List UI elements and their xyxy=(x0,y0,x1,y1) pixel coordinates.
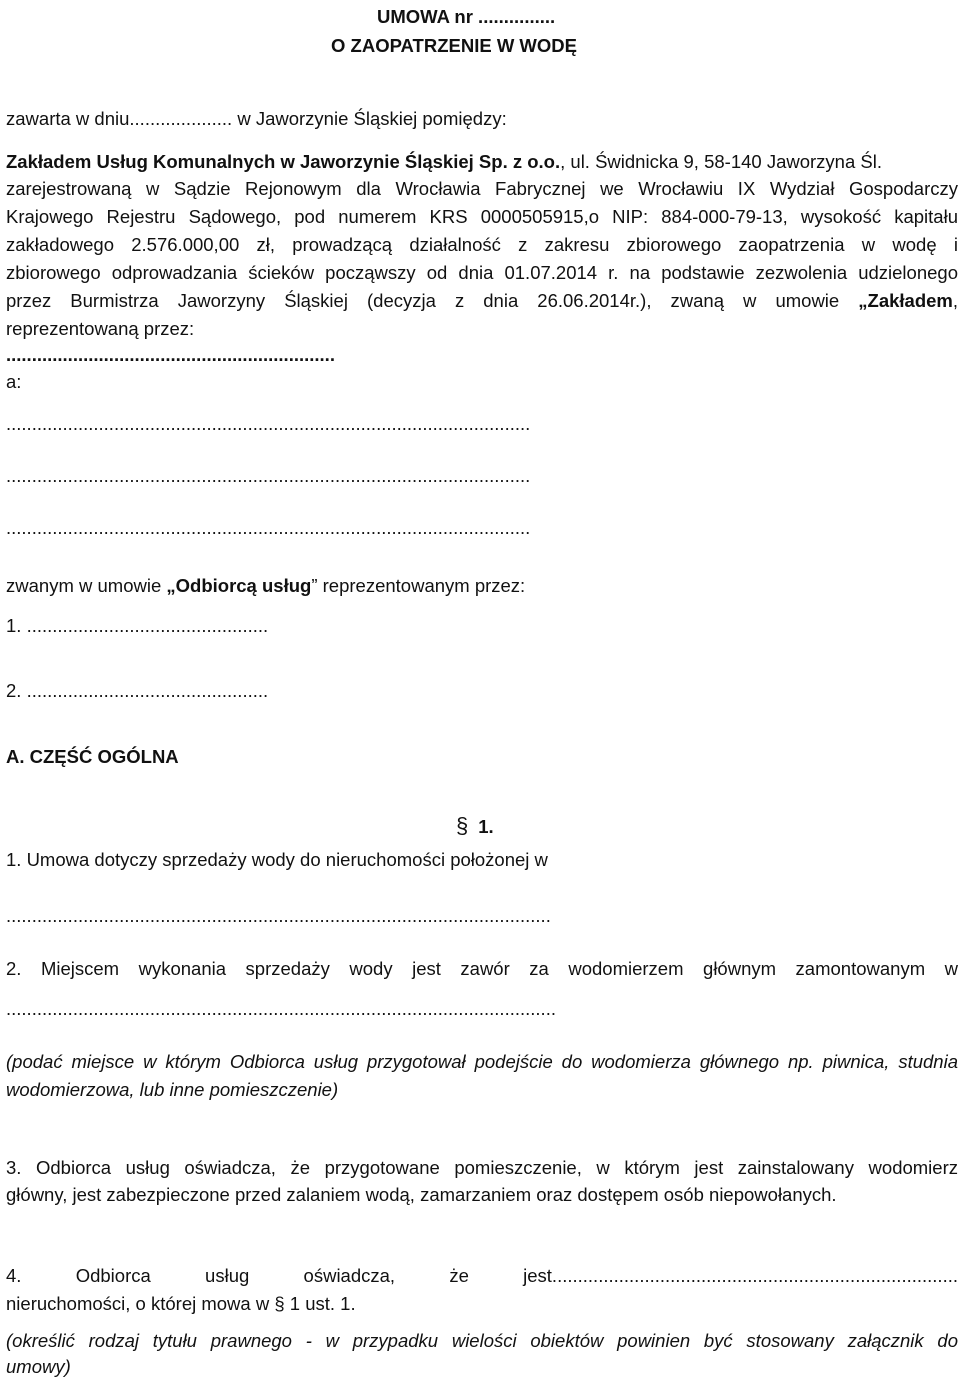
contract-date-line: zawarta w dniu.................... w Jaworzynie Śląskiej pomiędzy: xyxy=(6,108,507,129)
section-a-heading: A. CZĘŚĆ OGÓLNA xyxy=(6,746,179,767)
contract-subtitle: O ZAOPATRZENIE W WODĘ xyxy=(331,35,577,56)
burmistrz-text: przez Burmistrza Jaworzyny Śląskiej (decyzja xyxy=(6,290,436,311)
party2-representative-2: 2. ............................................... xyxy=(6,680,269,701)
party1-represented-by: reprezentowaną przez: xyxy=(6,318,195,339)
clause-2-note-line: wodomierzowa, lub inne pomieszczenie) xyxy=(6,1079,339,1100)
party2-field-line: ...................................................................................................... xyxy=(6,465,531,486)
party2-field-line: ...................................................................................................... xyxy=(6,517,531,538)
party1-address: , ul. Świdnicka 9, 58-140 Jaworzyna Śl. xyxy=(560,151,882,172)
paragraph-sign: § xyxy=(456,813,469,838)
clause-3-text: 3. Odbiorca usług oświadcza, że przygotowane pomieszczenie, w którym jest zainstalowany wodomierz xyxy=(6,1157,958,1178)
party1-registration-line: zbiorowego odprowadzania ścieków począwszy od dnia 01.07.2014 r. na podstawie zezwolenia udzielonego xyxy=(6,262,958,283)
party1-representative-field: ................................................................ xyxy=(6,344,335,365)
party1-registration-line: Krajowego Rejestru Sądowego, pod numerem KRS 0000505915,o NIP: 884-000-79-13, wysokość kapitału xyxy=(6,206,958,227)
paragraph-1-heading xyxy=(456,812,494,840)
party1-registration-line: zakładowego 2.576.000,00 zł, prowadzącą działalność z zakresu zbiorowego zaopatrzenia w wodę i xyxy=(6,234,958,255)
party2-called-line xyxy=(6,572,525,599)
party1-burmistrz-line xyxy=(6,287,958,314)
clause-2-field: ........................................................................................................... xyxy=(6,998,556,1019)
called-prefix: zwanym w umowie xyxy=(6,575,162,596)
odbiorca-label: Odbiorcą usług xyxy=(175,575,312,596)
clause-1-field: .......................................................................................................... xyxy=(6,905,551,926)
clause-1-text: 1. Umowa dotyczy sprzedaży wody do nieruchomości położonej w xyxy=(6,849,548,870)
party1-registration-line: zarejestrowaną w Sądzie Rejonowym dla Wrocławia Fabrycznej we Wrocławiu IX Wydział Gospodarczy xyxy=(6,178,958,199)
quote-close: ” xyxy=(311,575,318,596)
contract-title: UMOWA nr ............... xyxy=(377,6,556,27)
clause-4-text: 4. Odbiorca usług oświadcza, że jest............................................................................... xyxy=(6,1265,958,1286)
zaklad-label: Zakładem xyxy=(867,290,953,311)
decision-date-text: z dnia 26.06.2014r.), zwaną w umowie xyxy=(454,290,840,311)
party1-name: Zakładem Usług Komunalnych w Jaworzynie Śląskiej Sp. z o.o. xyxy=(6,151,561,172)
called-suffix: reprezentowanym przez: xyxy=(322,575,526,596)
party1-header-line xyxy=(6,148,882,175)
party2-connector: a: xyxy=(6,371,22,392)
clause-4-note-line: (określić rodzaj tytułu prawnego - w przypadku wielości obiektów powinien być stosowany załącznik do xyxy=(6,1330,958,1351)
party2-field-line: ...................................................................................................... xyxy=(6,413,531,434)
clause-3-text: główny, jest zabezpieczone przed zalaniem wodą, zamarzaniem oraz dostępem osób niepowołanych. xyxy=(6,1184,837,1205)
clause-2-note-line: (podać miejsce w którym Odbiorca usług przygotował podejście do wodomierza głównego np. piwnica, studnia xyxy=(6,1051,958,1072)
party1-called-name xyxy=(858,290,958,311)
quote-open: „ xyxy=(166,575,176,596)
party2-representative-1: 1. ............................................... xyxy=(6,615,269,636)
clause-4-text: nieruchomości, o której mowa w § 1 ust. 1. xyxy=(6,1293,356,1314)
clause-4-note-line: umowy) xyxy=(6,1356,71,1377)
clause-2-text: 2. Miejscem wykonania sprzedaży wody jest zawór za wodomierzem głównym zamontowanym w xyxy=(6,958,958,979)
quote-open: „ xyxy=(858,290,868,311)
paragraph-number: 1. xyxy=(478,816,494,837)
comma: , xyxy=(952,290,959,311)
